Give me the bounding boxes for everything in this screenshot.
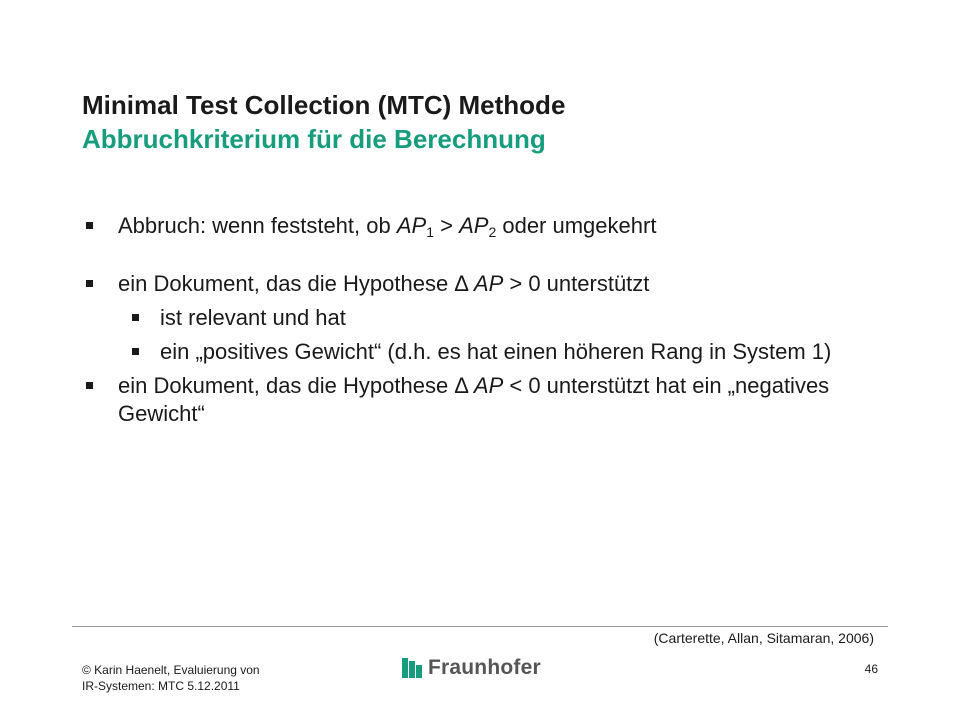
bullet-text: > [434, 213, 460, 238]
bullet-item-negative [82, 372, 882, 428]
square-bullet-icon [86, 280, 93, 287]
bullet-text: > 0 unterstützt [503, 271, 650, 296]
bullet-text: ein „positives Gewicht“ (d.h. es hat einen höheren Rang in System 1) [160, 339, 832, 364]
bullet-text: ist relevant und hat [160, 305, 346, 330]
sub-bullet-positive-weight [82, 338, 882, 366]
page-number: 46 [864, 662, 878, 676]
slide-subtitle: Abbruchkriterium für die Berechnung [82, 124, 546, 154]
square-bullet-icon [132, 348, 139, 355]
footer-divider [72, 626, 888, 627]
bullet-text: ein Dokument, das die Hypothese Δ [118, 271, 474, 296]
math-var: AP [396, 213, 427, 238]
footer-author-line2: IR-Systemen: MTC 5.12.2011 [82, 679, 240, 693]
square-bullet-icon [86, 222, 93, 229]
bullet-text: ein Dokument, das die Hypothese Δ [118, 373, 474, 398]
math-subscript: 1 [426, 224, 434, 240]
math-var: AP [473, 271, 504, 296]
bullet-text: < 0 unterstützt hat ein „negatives Gewicht“ [118, 373, 830, 426]
footer-author-line1: © Karin Haenelt, Evaluierung von [82, 663, 260, 677]
sub-bullet-relevant [82, 304, 882, 332]
slide-title: Minimal Test Collection (MTC) Methode [82, 90, 566, 120]
citation: (Carterette, Allan, Sitamaran, 2006) [653, 630, 874, 646]
math-subscript: 2 [488, 224, 497, 240]
slide-title-block [82, 88, 902, 156]
bullet-text: Abbruch: wenn feststeht, ob [118, 213, 397, 238]
footer-author [82, 662, 260, 694]
bullet-item-positive [82, 270, 882, 298]
fraunhofer-stripes-icon [402, 657, 424, 679]
bullet-item-abbruch [82, 212, 882, 240]
math-var: AP [473, 373, 504, 398]
square-bullet-icon [132, 314, 139, 321]
square-bullet-icon [86, 382, 93, 389]
logo-text: Fraunhofer [428, 656, 541, 679]
bullet-list [82, 212, 882, 428]
bullet-text: oder umgekehrt [496, 213, 657, 238]
fraunhofer-logo [402, 656, 541, 680]
math-var: AP [459, 213, 489, 238]
